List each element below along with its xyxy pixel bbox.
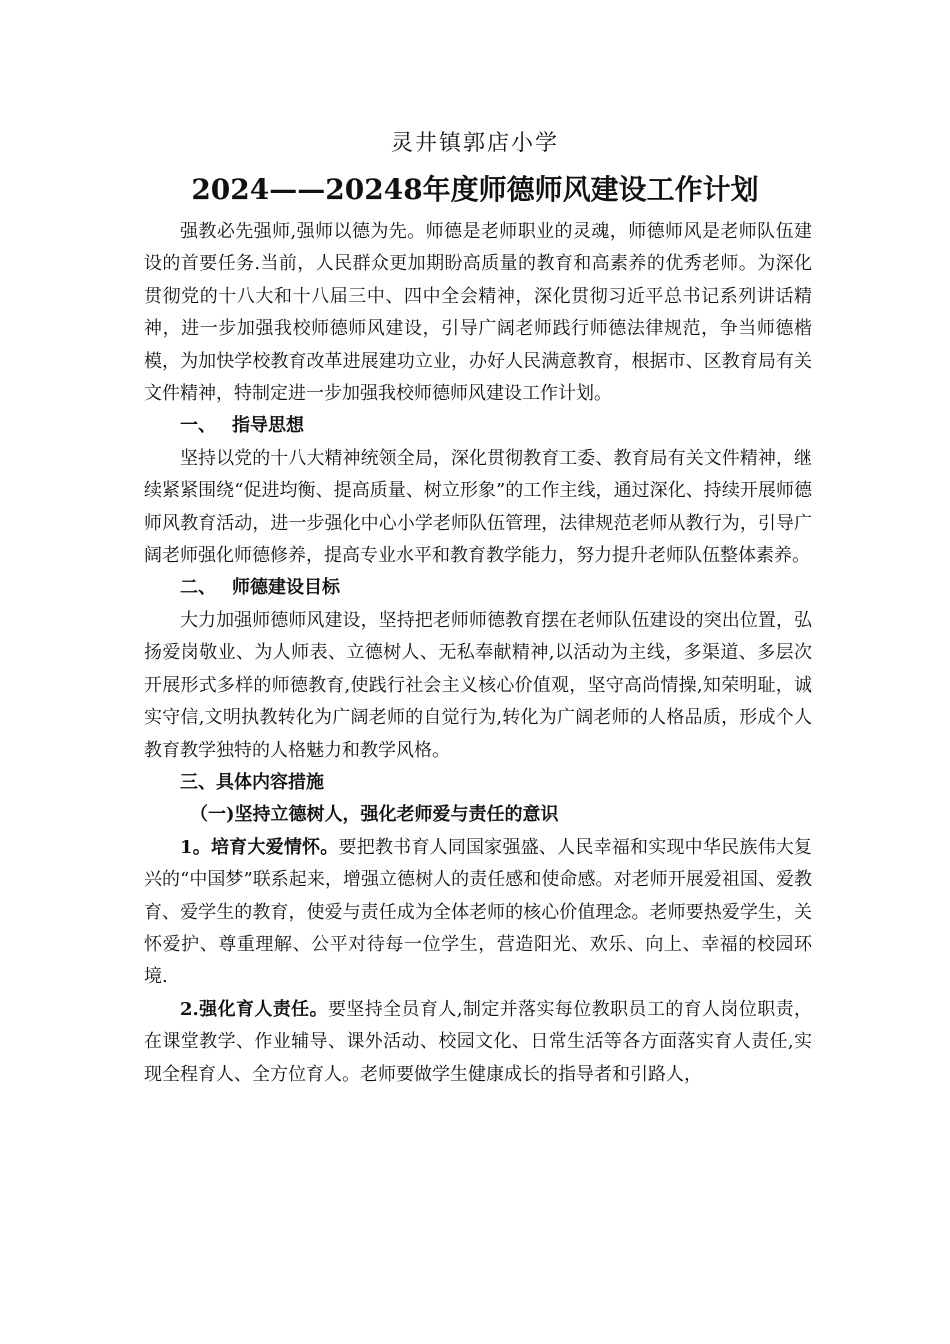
item-paragraph-responsibility: [144, 994, 812, 1091]
document-title: 2024——20248年度师德师风建设工作计划: [191, 173, 759, 206]
intro-paragraph: 强教必先强师,强师以德为先。师德是老师职业的灵魂，师德师风是老师队伍建设的首要任务.当前，人民群众更加期盼高质量的教育和高素养的优秀老师。为深化贯彻党的十八大和十八届三中、四中全会精神，深化贯彻习近平总书记系列讲话精神，进一步加强我校师德师风建设，引导广阔老师践行师德法律规范，争当师德楷模，为加快学校教育改革进展建功立业，办好人民满意教育，根据市、区教育局有关文件精神，特制定进一步加强我校师德师风建设工作计划。: [144, 221, 812, 405]
section-title: 师德建设目标: [232, 577, 340, 599]
document-body: [144, 216, 812, 1091]
school-name: 灵井镇郭店小学: [390, 131, 559, 156]
subsection-heading-moral-education: （一)坚持立德树人，强化老师爱与责任的意识: [190, 804, 559, 826]
section-heading-measures: 三、具体内容措施: [180, 771, 324, 793]
section-heading-guiding-ideology: [144, 410, 812, 442]
section-number: 二、: [180, 577, 216, 599]
item-lead: 2.强化育人责任。: [180, 998, 328, 1020]
section-paragraph-guiding-ideology: 坚持以党的十八大精神统领全局，深化贯彻教育工委、教育局有关文件精神，继续紧紧围绕“促进均衡、提高质量、树立形象”的工作主线，通过深化、持续开展师德师风教育活动，进一步强化中心小学老师队伍管理，法律规范老师从教行为，引导广阔老师强化师德修养，提高专业水平和教育教学能力，努力提升老师队伍整体素养。: [144, 447, 812, 567]
item-text: 要把教书育人同国家强盛、人民幸福和实现中华民族伟大复兴的“中国梦”联系起来，增强立德树人的责任感和使命感。对老师开展爱祖国、爱教育、爱学生的教育，使爱与责任成为全体老师的核心价值理念。老师要热爱学生，关怀爱护、尊重理解、公平对待每一位学生，营造阳光、欢乐、向上、幸福的校园环境.: [144, 836, 813, 988]
item-text: 要坚持全员育人,制定并落实每位教职员工的育人岗位职责，在课堂教学、作业辅导、课外活动、校园文化、日常生活等各方面落实育人责任,实现全程育人、全方位育人。老师要做学生健康成长的指导者和引路人，: [144, 998, 812, 1085]
section-heading-ethics-goals: [144, 572, 812, 604]
section-title: 指导思想: [232, 415, 304, 437]
item-lead: 1。培育大爱情怀。: [180, 836, 339, 858]
item-paragraph-love: [144, 832, 812, 994]
section-number: 一、: [180, 415, 216, 437]
section-paragraph-ethics-goals: 大力加强师德师风建设，坚持把老师师德教育摆在老师队伍建设的突出位置，弘扬爱岗敬业、为人师表、立德树人、无私奉献精神,以活动为主线，多渠道、多层次开展形式多样的师德教育,使践行社会主义核心价值观，坚守高尚情操,知荣明耻，诚实守信,文明执教转化为广阔老师的自觉行为,转化为广阔老师的人格品质，形成个人教育教学独特的人格魅力和教学风格。: [144, 609, 812, 761]
